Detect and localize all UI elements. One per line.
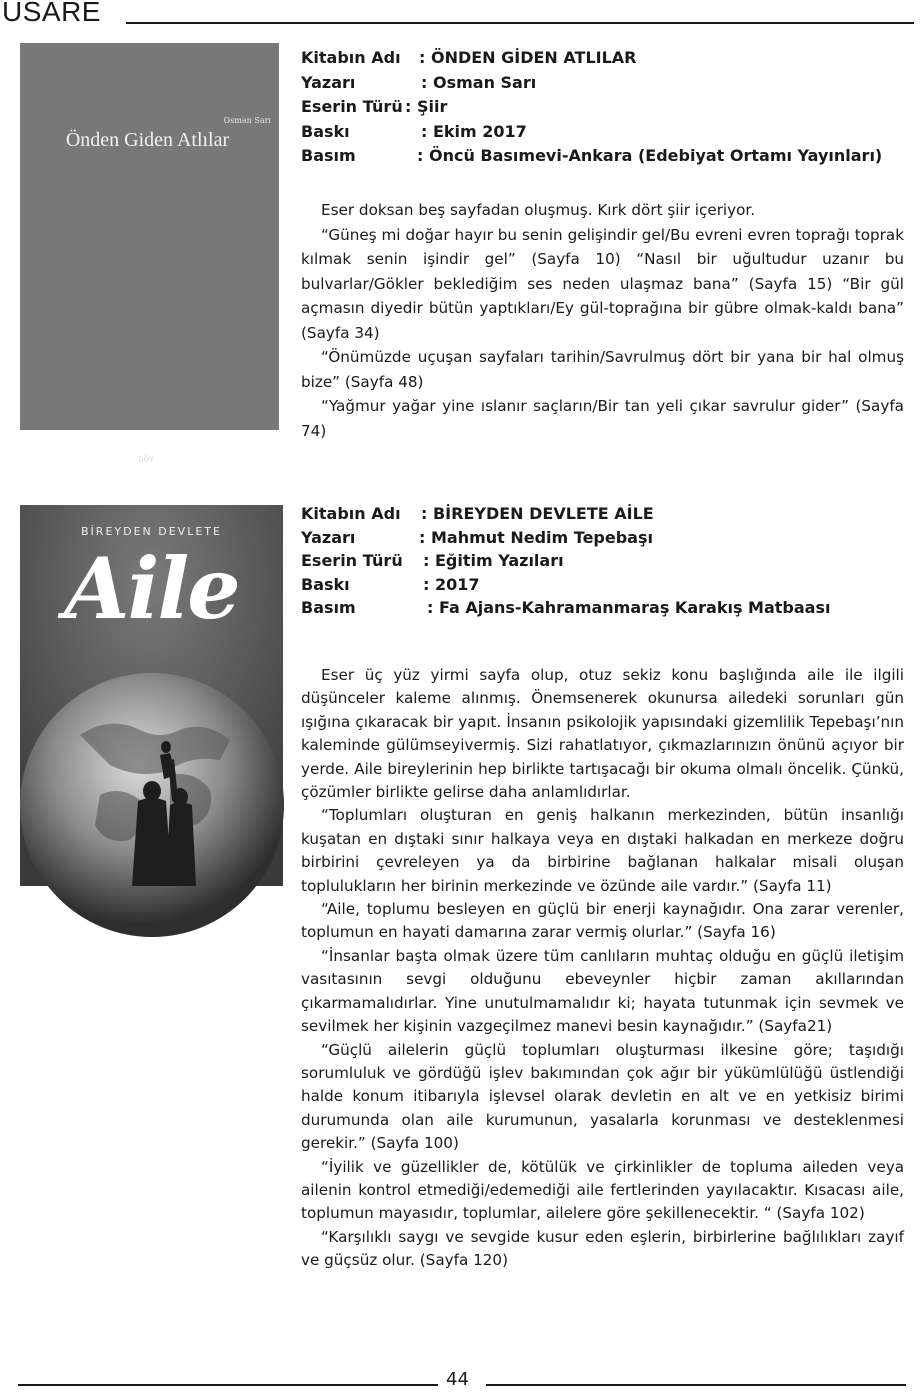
meta-value: : Osman Sarı <box>421 72 537 92</box>
book1-review <box>301 198 904 443</box>
paragraph: “Yağmur yağar yine ıslanır saçların/Bir tan yeli çıkar savrulur gider” (Sayfa 74) <box>301 397 904 440</box>
meta-label: Yazarı <box>301 527 356 547</box>
footer-rule-right <box>486 1384 906 1386</box>
meta-label: Basım <box>301 146 356 165</box>
meta-value: : Mahmut Nedim Tepebaşı <box>419 527 653 547</box>
cover-subtitle: BİREYDEN DEVLETE <box>81 525 222 538</box>
paragraph: “Güçlü ailelerin güçlü toplumları oluşturması ilkesine göre; taşıdığı sorumluluk ve gördüğü işlev bakımından çok ağır bir yükümlülüğü üstlendiği halde konum itibarıyla işlevsel olarak devletin en alt ve en yetkisiz birimi durumunda olan aile kurumunun, yasalarla korunması ve desteklenmesi gerekir.” (Sayfa 100) <box>301 1040 904 1153</box>
meta-label: Baskı <box>301 574 350 594</box>
header-rule <box>126 22 914 24</box>
meta-value: : ÖNDEN GİDEN ATLILAR <box>419 48 637 67</box>
meta-value: : Ekim 2017 <box>421 121 527 141</box>
paragraph: “Önümüzde uçuşan sayfaları tarihin/Savrulmuş dört bir yana bir hal olmuş bize” (Sayfa 48) <box>301 348 904 391</box>
meta-label: Kitabın Adı <box>301 48 401 67</box>
book2-review <box>301 664 904 1273</box>
cover-title: Önden Giden Atlılar <box>65 129 230 151</box>
page-footer <box>0 1369 924 1399</box>
paragraph: Eser üç yüz yirmi sayfa olup, otuz sekiz konu başlığında aile ile ilgili düşünceler kaleme alınmış. Önemsenerek okunursa ailedeki sorunları gün ışığına çıkaracak bir yapıt. İnsanın psikolojik yapısındaki gizemlilik Tepebaşı’nın kaleminde gülümseyivermiş. Sizi rahatlatıyor, çıkmazlarınızın önünü açıyor bir yerde. Aile bireylerinin hep birlikte tartışacağı bir okuma olmalı öncelik. Çünkü, çözümler birlikte gelirse daha anlamlıdırlar. <box>301 666 904 802</box>
page-number: 44 <box>446 1369 469 1390</box>
paragraph: “Aile, toplumu besleyen en güçlü bir enerji kaynağıdır. Ona zarar verenler, toplumun en hayati damarına zarar vermiş olurlar.” (Sayfa 16) <box>301 900 904 942</box>
meta-value: : Öncü Basımevi-Ankara (Edebiyat Ortamı Yayınları) <box>417 146 883 165</box>
paragraph: “İyilik ve güzellikler de, kötülük ve çirkinlikler de topluma aileden veya ailenin kontrol etmediği/edemediği aile fertlerinden yayılacaktır. Kısacası aile, toplumun mayasıdır, toplumlar, ailelere göre şekillenecektir. “ (Sayfa 102) <box>301 1157 904 1223</box>
paragraph: “İnsanlar başta olmak üzere tüm canlıların muhtaç olduğu en güçlü iletişim vasıtasının sevgi olduğunu ebeveynler hiçbir zaman akıllarından çıkarmamalıdırlar. Yine unutulmamalıdır ki; hayata tutunmak için sevmek ve sevilmek her kişinin vazgeçilmez manevi besin kaynağıdır.” (Sayfa21) <box>301 946 904 1036</box>
meta-value: : Fa Ajans-Kahramanmaraş Karakış Matbaası <box>427 598 831 617</box>
meta-value: : BİREYDEN DEVLETE AİLE <box>421 504 654 523</box>
footer-rule-left <box>18 1384 438 1386</box>
meta-value: : Şiir <box>405 97 448 116</box>
publisher-logo: DÖY <box>138 456 154 464</box>
meta-label: Eserin Türü <box>301 551 403 570</box>
paragraph: “Toplumları oluşturan en geniş halkanın merkezinden, bütün insanlığı kuşatan en dıştaki sınır halkaya veya en dıştaki halkadan en merkeze doğru birbirini çevreleyen ya da birbirine bağlanan halkalar misali oluşan toplulukların her birinin merkezinde ve özünde aile vardır.” (Sayfa 11) <box>301 806 904 895</box>
book-cover-onden-giden-atlilar <box>20 43 279 464</box>
meta-label: Yazarı <box>301 72 356 92</box>
meta-value: : Eğitim Yazıları <box>423 551 564 570</box>
masthead <box>0 0 924 30</box>
paragraph: “Karşılıklı saygı ve sevgide kusur eden eşlerin, birbirlerine bağlılıkları zayıf ve güçsüz olur. (Sayfa 120) <box>301 1227 904 1270</box>
book-cover-bireyden-devlete-aile <box>20 505 283 886</box>
cover-author: Osman Sarı <box>223 116 271 125</box>
meta-label: Kitabın Adı <box>301 504 401 523</box>
magazine-brand: USARE <box>2 0 101 27</box>
meta-label: Eserin Türü <box>301 97 403 116</box>
meta-value: : 2017 <box>423 574 480 594</box>
cover-title-script: Aile <box>64 539 239 638</box>
paragraph: “Güneş mi doğar hayır bu senin gelişindir gel/Bu evreni evren toprağı toprak kılmak senin işindir gel” (Sayfa 10) “Nasıl bir uğultudur uzanır bu bulvarlar/Gökler beklediğim ses neden ulaşmaz bana” (Sayfa 15) “Bir gül açmasın diyedir bütün yaptıkları/Ey gül-toprağına bir gübre olmak-kaldı bana” (Sayfa 34) <box>301 225 904 342</box>
meta-label: Baskı <box>301 121 350 141</box>
meta-label: Basım <box>301 598 356 617</box>
paragraph: Eser doksan beş sayfadan oluşmuş. Kırk dört şiir içeriyor. <box>321 201 756 219</box>
